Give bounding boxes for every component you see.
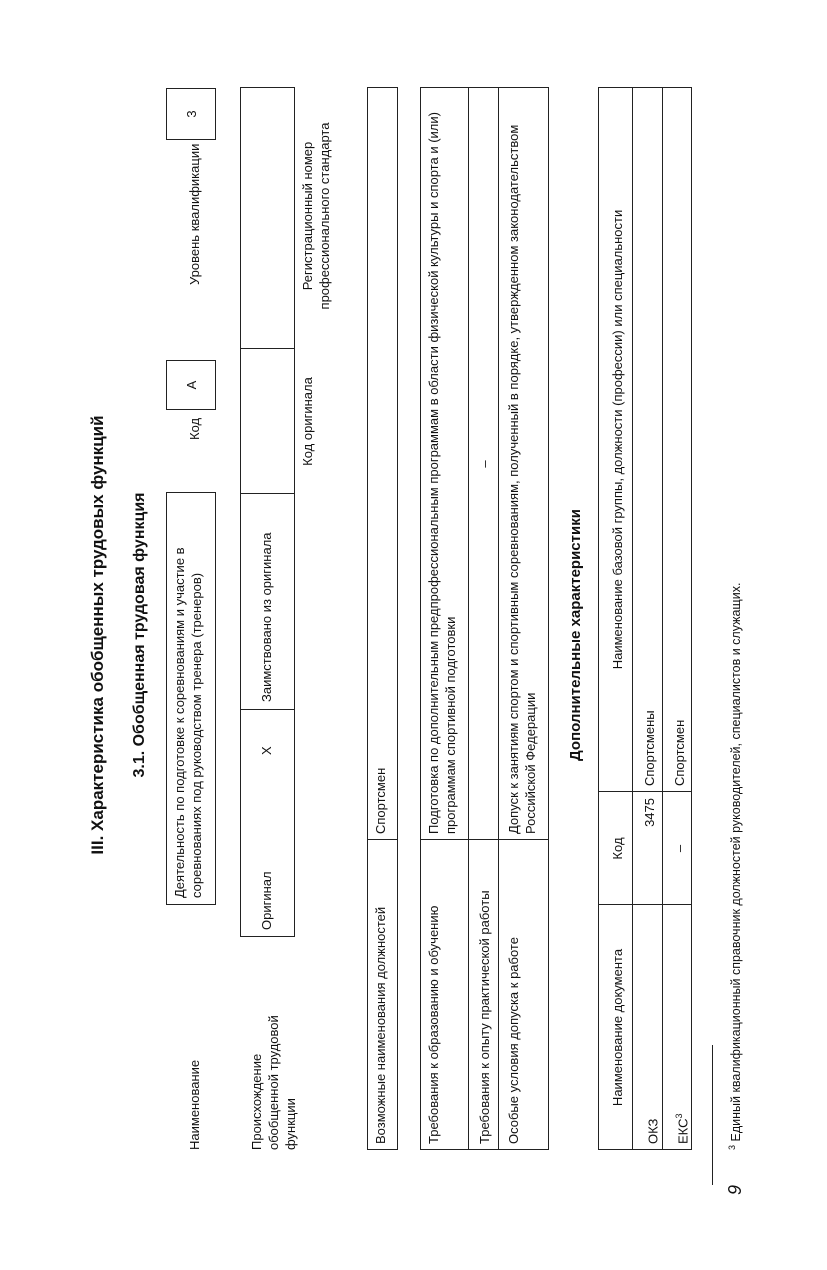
requirement-label: Требования к образованию и обучению — [426, 905, 441, 1144]
name-value: Деятельность по подготовке к соревнованиям и участие в соревнованиях под руководством тренера (тренеров) — [172, 547, 204, 898]
section-title: III. Характеристика обобщенных трудовых функций — [88, 415, 107, 855]
positions-label: Возможные наименования должностей — [373, 906, 388, 1144]
code-label: Код — [187, 417, 202, 440]
origin-table — [240, 87, 295, 937]
doc-name-text: ЕКС — [675, 1118, 691, 1144]
level-value-box — [166, 88, 216, 140]
original-label: Оригинал — [259, 871, 274, 930]
footnote-mark: 3 — [727, 1144, 737, 1150]
header-code: Код — [610, 837, 625, 860]
code-value: А — [183, 380, 199, 390]
level-value: 3 — [183, 110, 199, 118]
doc-name — [668, 905, 694, 1150]
code-value-box — [166, 360, 216, 410]
requirement-label: Требования к опыту практической работы — [477, 890, 492, 1144]
requirement-value: Допуск к занятиям спортом и спортивным соревнованиям, полученный в порядке, утвержденном законодательством Российской Федерации — [506, 124, 538, 834]
doc-name-text: ОКЗ — [645, 1118, 661, 1144]
doc-name — [638, 905, 664, 1150]
origin-label: Происхождение обобщенной трудовой функции — [249, 1015, 298, 1150]
doc-code: 3475 — [642, 798, 657, 827]
requirement-label: Особые условия допуска к работе — [506, 937, 521, 1144]
level-label: Уровень квалификации — [187, 143, 202, 285]
requirement-value: – — [477, 460, 492, 468]
additional-title: Дополнительные характеристики — [567, 509, 584, 761]
original-mark: Х — [259, 746, 274, 755]
header-document: Наименование документа — [610, 948, 625, 1107]
requirement-value: Подготовка по дополнительным предпрофессиональным программам в области физической культуры и спорта и (или) программам спортивной подготовки — [426, 112, 458, 834]
name-value-box — [166, 492, 216, 905]
page-number: 9 — [725, 1184, 745, 1195]
doc-footnote-mark: 3 — [674, 1113, 684, 1119]
reg-number-label: Регистрационный номер профессионального стандарта — [300, 122, 332, 310]
doc-code: – — [672, 844, 687, 853]
original-code-label: Код оригинала — [300, 377, 315, 466]
footnote-rule — [712, 1045, 713, 1185]
borrowed-label: Заимствовано из оригинала — [259, 532, 274, 702]
footnote-text: Единый квалификационный справочник должностей руководителей, специалистов и служащих. — [729, 582, 744, 1142]
footnote — [724, 583, 744, 1150]
subsection-title: 3.1. Обобщенная трудовая функция — [131, 492, 148, 778]
name-label: Наименование — [187, 1059, 202, 1150]
basic-group-name: Спортсмены — [642, 710, 657, 786]
positions-value: Спортсмен — [373, 767, 388, 834]
basic-group-name: Спортсмен — [672, 719, 687, 786]
header-basic-group: Наименование базовой группы, должности (профессии) или специальности — [610, 209, 625, 670]
